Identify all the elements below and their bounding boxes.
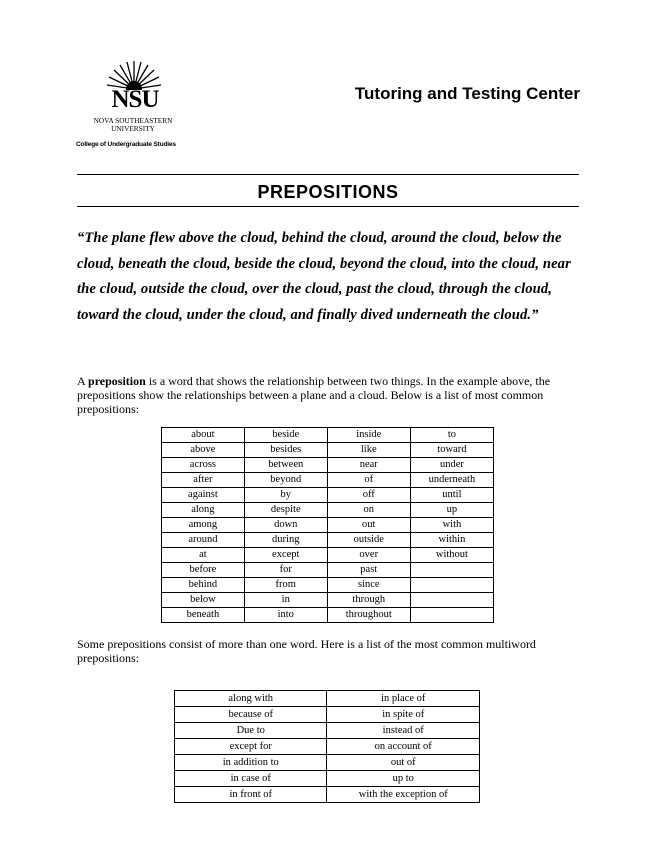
top-rule bbox=[77, 174, 579, 175]
logo-university-line2: UNIVERSITY bbox=[111, 124, 155, 133]
table-cell: down bbox=[244, 518, 327, 533]
table-row bbox=[175, 723, 480, 739]
table-cell: beyond bbox=[244, 473, 327, 488]
table-cell: past bbox=[327, 563, 410, 578]
table-row bbox=[162, 548, 494, 563]
table-cell: since bbox=[327, 578, 410, 593]
table-cell: in spite of bbox=[327, 707, 480, 723]
table-cell: up to bbox=[327, 771, 480, 787]
table-cell: on account of bbox=[327, 739, 480, 755]
table-row bbox=[162, 578, 494, 593]
table-cell: out of bbox=[327, 755, 480, 771]
page-title: PREPOSITIONS bbox=[257, 182, 399, 202]
table-cell bbox=[410, 578, 493, 593]
table-cell: except bbox=[244, 548, 327, 563]
intro-paragraph bbox=[77, 374, 587, 416]
table-cell: inside bbox=[327, 428, 410, 443]
table-cell: for bbox=[244, 563, 327, 578]
table-cell: around bbox=[162, 533, 245, 548]
table-cell: on bbox=[327, 503, 410, 518]
table-cell bbox=[410, 593, 493, 608]
table-row bbox=[162, 428, 494, 443]
table-cell: beneath bbox=[162, 608, 245, 623]
multiword-intro: Some prepositions consist of more than one word. Here is a list of the most common multiword prepositions: bbox=[77, 637, 536, 665]
table-cell: after bbox=[162, 473, 245, 488]
table-cell: instead of bbox=[327, 723, 480, 739]
intro-post: is a word that shows the relationship between two things. In the example above, the prepositions show the relationships between a plane and a cloud. Below is a list of most common prepositions: bbox=[77, 374, 551, 416]
table-row bbox=[162, 563, 494, 578]
table-cell: about bbox=[162, 428, 245, 443]
table-cell: without bbox=[410, 548, 493, 563]
table-cell: toward bbox=[410, 443, 493, 458]
table-row bbox=[175, 739, 480, 755]
center-title: Tutoring and Testing Center bbox=[354, 84, 580, 103]
table-cell: up bbox=[410, 503, 493, 518]
table-cell: under bbox=[410, 458, 493, 473]
prepositions-table bbox=[161, 427, 494, 623]
table-row bbox=[162, 518, 494, 533]
nsu-logo bbox=[78, 60, 196, 155]
table-cell: in addition to bbox=[175, 755, 327, 771]
table-cell bbox=[410, 608, 493, 623]
intro-pre: A bbox=[77, 374, 89, 388]
table-cell: of bbox=[327, 473, 410, 488]
table-row bbox=[175, 787, 480, 803]
table-cell: across bbox=[162, 458, 245, 473]
table-cell bbox=[410, 563, 493, 578]
table-row bbox=[175, 755, 480, 771]
table-cell: throughout bbox=[327, 608, 410, 623]
table-cell: in case of bbox=[175, 771, 327, 787]
table-cell: in front of bbox=[175, 787, 327, 803]
table-row bbox=[162, 608, 494, 623]
table-row bbox=[162, 533, 494, 548]
table-cell: in place of bbox=[327, 691, 480, 707]
logo-college: College of Undergraduate Studies bbox=[76, 141, 176, 148]
logo-abbr: NSU bbox=[111, 86, 159, 113]
table-cell: like bbox=[327, 443, 410, 458]
table-cell: with the exception of bbox=[327, 787, 480, 803]
table-row bbox=[175, 707, 480, 723]
logo-university-line1: NOVA SOUTHEASTERN bbox=[93, 116, 173, 125]
table-row bbox=[162, 458, 494, 473]
table-cell: except for bbox=[175, 739, 327, 755]
table-cell: along bbox=[162, 503, 245, 518]
table-cell: Due to bbox=[175, 723, 327, 739]
table-cell: into bbox=[244, 608, 327, 623]
table-cell: through bbox=[327, 593, 410, 608]
table-cell: before bbox=[162, 563, 245, 578]
table-cell: against bbox=[162, 488, 245, 503]
table-row bbox=[162, 503, 494, 518]
table-cell: by bbox=[244, 488, 327, 503]
table-cell: with bbox=[410, 518, 493, 533]
table-cell: underneath bbox=[410, 473, 493, 488]
table-cell: until bbox=[410, 488, 493, 503]
table-cell: during bbox=[244, 533, 327, 548]
table-cell: because of bbox=[175, 707, 327, 723]
table-cell: in bbox=[244, 593, 327, 608]
table-cell: among bbox=[162, 518, 245, 533]
logo-university bbox=[78, 117, 188, 133]
table-cell: along with bbox=[175, 691, 327, 707]
table-row bbox=[175, 771, 480, 787]
table-cell: out bbox=[327, 518, 410, 533]
table-cell: off bbox=[327, 488, 410, 503]
bottom-rule bbox=[77, 206, 579, 207]
table-cell: below bbox=[162, 593, 245, 608]
table-cell: behind bbox=[162, 578, 245, 593]
table-cell: over bbox=[327, 548, 410, 563]
table-cell: outside bbox=[327, 533, 410, 548]
table-row bbox=[162, 593, 494, 608]
table-cell: within bbox=[410, 533, 493, 548]
table-cell: besides bbox=[244, 443, 327, 458]
table-cell: near bbox=[327, 458, 410, 473]
table-cell: despite bbox=[244, 503, 327, 518]
table-cell: at bbox=[162, 548, 245, 563]
table-cell: beside bbox=[244, 428, 327, 443]
table-row bbox=[175, 691, 480, 707]
table-row bbox=[162, 443, 494, 458]
table-row bbox=[162, 473, 494, 488]
example-quote: “The plane flew above the cloud, behind the cloud, around the cloud, below the cloud, beneath the cloud, beside the cloud, beyond the cloud, into the cloud, near the cloud, outside the cloud, over the cloud, past the cloud, through the cloud, toward the cloud, under the cloud, and finally dived underneath the cloud.” bbox=[77, 230, 571, 323]
intro-term: preposition bbox=[88, 374, 146, 388]
table-cell: between bbox=[244, 458, 327, 473]
table-cell: above bbox=[162, 443, 245, 458]
table-row bbox=[162, 488, 494, 503]
table-cell: to bbox=[410, 428, 493, 443]
table-cell: from bbox=[244, 578, 327, 593]
multiword-table bbox=[174, 690, 480, 803]
